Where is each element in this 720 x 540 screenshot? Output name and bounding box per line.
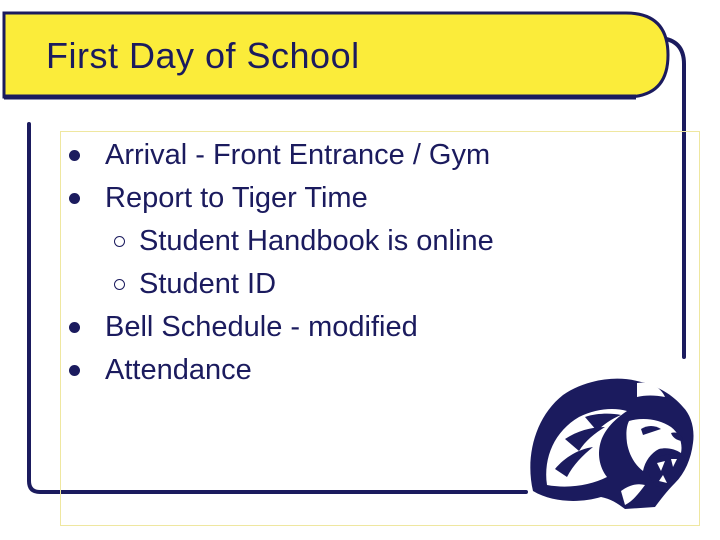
slide-title: First Day of School	[46, 35, 360, 76]
bullet-dot-icon	[69, 193, 80, 204]
bullet-item	[69, 349, 494, 392]
sub-bullet-item	[69, 263, 494, 306]
sub-bullet-text: Student Handbook is online	[139, 225, 494, 257]
bullet-ring-icon	[114, 279, 125, 290]
sub-bullet-text: Student ID	[139, 268, 277, 300]
bullet-text: Report to Tiger Time	[105, 182, 368, 214]
bullet-dot-icon	[69, 322, 80, 333]
bullet-text: Arrival - Front Entrance / Gym	[105, 139, 491, 171]
bullet-dot-icon	[69, 365, 80, 376]
sub-bullet-item	[69, 220, 494, 263]
bullet-item	[69, 134, 494, 177]
tiger-head-icon	[525, 373, 700, 513]
bullet-dot-icon	[69, 150, 80, 161]
bullet-ring-icon	[114, 236, 125, 247]
bullet-list	[69, 134, 494, 392]
bullet-item	[69, 306, 494, 349]
bullet-text: Bell Schedule - modified	[105, 311, 418, 343]
bullet-item	[69, 177, 494, 220]
bullet-text: Attendance	[105, 354, 252, 386]
